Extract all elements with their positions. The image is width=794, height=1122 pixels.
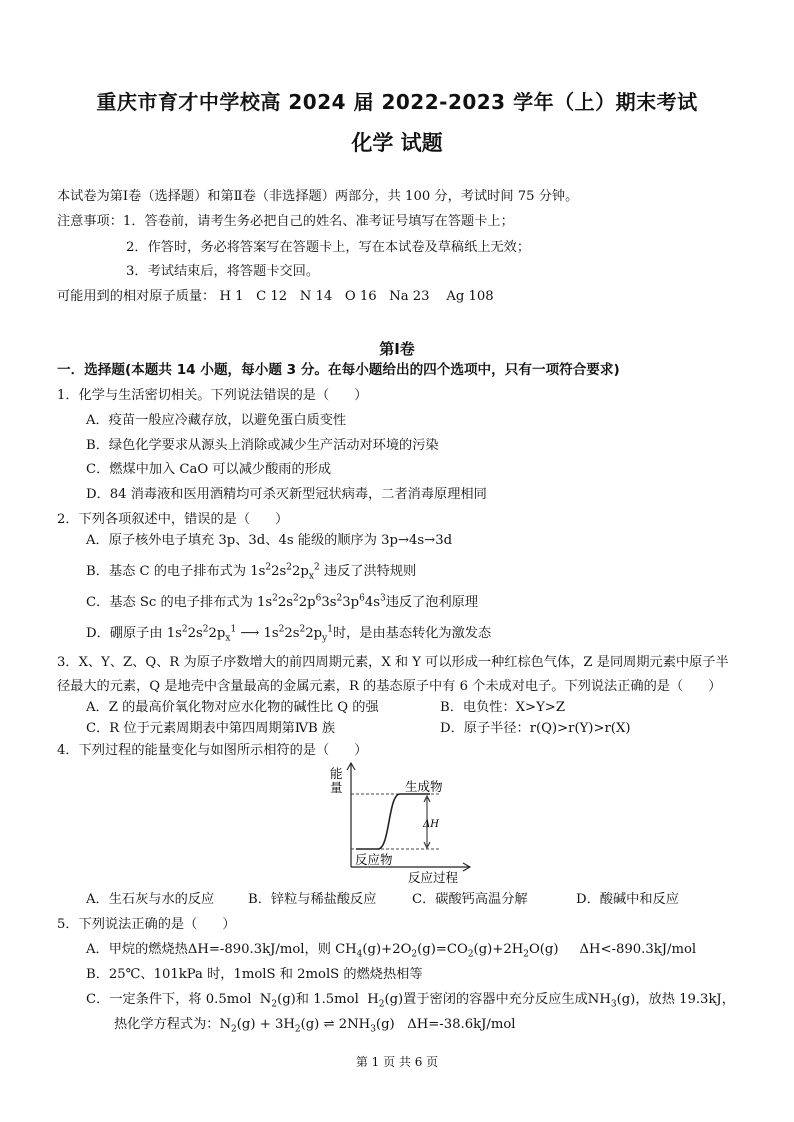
q2-option-d: D．硼原子由 $1s^22s^22p_x^1$ ⟶ $1s^22s^22p_y^1$时，是由基态转化为激发态	[86, 624, 492, 644]
q4-option-b: B．锌粒与稀盐酸反应	[248, 892, 377, 907]
intro-line: 本试卷为第Ⅰ卷（选择题）和第Ⅱ卷（非选择题）两部分，共 100 分，考试时间 75 分钟。	[57, 189, 579, 204]
y-axis-label-1: 能	[330, 766, 343, 781]
section-heading: 一．选择题(本题共 14 小题，每小题 3 分。在每小题给出的四个选项中，只有一项符合要求)	[57, 362, 620, 378]
q5-a-text-end: ΔH<-890.3kJ/mol	[558, 942, 697, 957]
q5-c-text-end: ，放热 19.3kJ，	[635, 992, 735, 1007]
q5-c2-text-end: ΔH=-38.6kJ/mol	[394, 1017, 516, 1032]
q3-option-b: B．电负性：X>Y>Z	[440, 700, 565, 715]
q1-option-b: B．绿色化学要求从源头上消除或减少生产活动对环境的污染	[86, 438, 439, 453]
q2-c-text: C．基态 Sc 的电子排布式为 1s	[86, 595, 273, 610]
q1-stem: 1．化学与生活密切相关。下列说法错误的是（ ）	[57, 388, 368, 403]
volume-heading: 第Ⅰ卷	[379, 340, 415, 358]
product-label: 生成物	[405, 779, 443, 794]
q4-option-a: A．生石灰与水的反应	[86, 892, 215, 907]
q1-option-c: C．燃煤中加入 CaO 可以减少酸雨的形成	[86, 462, 332, 477]
energy-curve	[356, 794, 430, 849]
exam-title: 重庆市育才中学校高 2024 届 2022-2023 学年（上）期末考试	[96, 90, 698, 114]
q2-d-text: D．硼原子由 1s	[86, 626, 182, 641]
q2-b-text: B．基态 C 的电子排布式为 1s	[86, 564, 266, 579]
q2-stem: 2．下列各项叙述中，错误的是（ ）	[57, 512, 289, 527]
q3-stem-2: 径最大的元素，Q 是地壳中含量最高的金属元素，R 的基态原子中有 6 个未成对电子。下列说法正确的是（ ）	[57, 679, 722, 694]
q2-c-text-end: 违反了泡利原理	[385, 595, 479, 610]
exam-subtitle: 化学 试题	[351, 131, 443, 155]
q4-option-c: C．碳酸钙高温分解	[412, 892, 528, 907]
q2-option-a: A．原子核外电子填充 3p、3d、4s 能级的顺序为 3p→4s→3d	[86, 533, 453, 548]
notice-1: 注意事项：1．答卷前，请考生务必把自己的姓名、准考证号填写在答题卡上；	[57, 214, 514, 229]
q5-option-c-equation: 热化学方程式为：$N_2(g) + 3H_2(g)$ ⇌ $2NH_3(g)$ ΔH=-38.6kJ/mol	[114, 1017, 516, 1035]
y-axis-label-2: 量	[330, 780, 343, 795]
notice-3: 3．考试结束后，将答题卡交回。	[126, 264, 320, 279]
q4-stem: 4．下列过程的能量变化与如图所示相符的是（ ）	[57, 743, 368, 758]
q5-option-b: B．25℃、101kPa 时，1molS 和 2molS 的燃烧热相等	[86, 967, 423, 982]
x-axis-label: 反应过程	[408, 870, 459, 885]
q3-stem-1: 3．X、Y、Z、Q、R 为原子序数增大的前四周期元素，X 和 Y 可以形成一种红棕色气体，Z 是同周期元素中原子半	[57, 655, 729, 670]
q2-option-b: B．基态 C 的电子排布式为 $1s^22s^22p_x^2$ 违反了洪特规则	[86, 562, 417, 582]
q5-c2-text: 热化学方程式为：N	[114, 1017, 232, 1032]
q4-option-d: D．酸碱中和反应	[576, 892, 679, 907]
q2-option-c: C．基态 Sc 的电子排布式为 $1s^22s^22p^63s^23p^64s^3$违反了泡利原理	[86, 593, 479, 610]
energy-diagram	[320, 762, 480, 886]
q5-a-text: A．甲烷的燃烧热ΔH=-890.3kJ/mol，则 CH	[86, 942, 357, 957]
atomic-mass-line: 可能用到的相对原子质量： H 1 C 12 N 14 O 16 Na 23 Ag 108	[57, 289, 494, 304]
delta-h-label: ΔH	[423, 819, 439, 830]
reactant-label: 反应物	[355, 852, 393, 867]
notice-2: 2．作答时，务必将答案写在答题卡上，写在本试卷及草稿纸上无效；	[126, 240, 531, 255]
q5-c-text: C．一定条件下，将 0.5mol N	[86, 992, 272, 1007]
q3-option-d: D．原子半径：r(Q)>r(Y)>r(X)	[440, 721, 631, 736]
q5-stem: 5．下列说法正确的是（ ）	[57, 917, 236, 932]
q2-b-text-end: 违反了洪特规则	[319, 564, 417, 579]
q3-option-a: A．Z 的最高价氧化物对应水化物的碱性比 Q 的强	[86, 700, 379, 715]
q5-option-c: C．一定条件下，将 0.5mol $N_2(g)$和 1.5mol $H_2(g)$置于密闭的容器中充分反应生成$NH_3(g)$，放热 19.3kJ，	[86, 992, 735, 1010]
q1-option-a: A．疫苗一般应冷藏存放，以避免蛋白质变性	[86, 413, 347, 428]
q1-option-d: D．84 消毒液和医用酒精均可杀灭新型冠状病毒，二者消毒原理相同	[86, 487, 487, 502]
q2-d-text-end: 时，是由基态转化为激发态	[332, 626, 492, 641]
q3-option-c: C．R 位于元素周期表中第四周期第ⅣB 族	[86, 721, 336, 736]
page-footer: 第 1 页 共 6 页	[355, 1055, 439, 1069]
q5-option-a: A．甲烷的燃烧热ΔH=-890.3kJ/mol，则 $CH_4(g)+2O_2(g)=CO_2(g)+2H_2O(g)$ ΔH<-890.3kJ/mol	[86, 942, 697, 960]
